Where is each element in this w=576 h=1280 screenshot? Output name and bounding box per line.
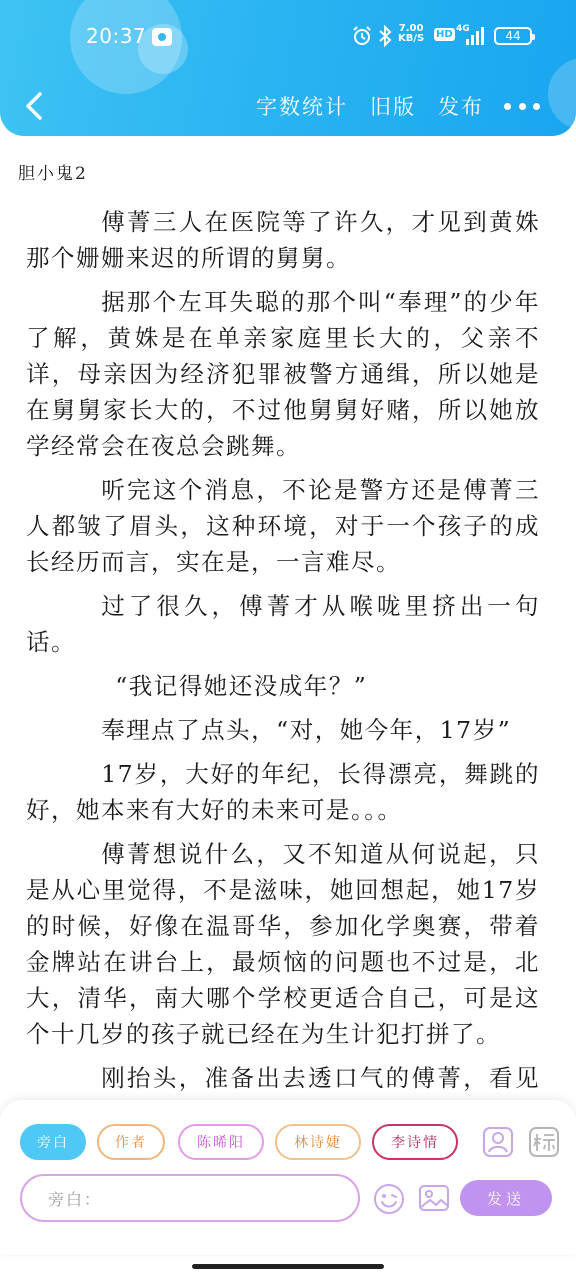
paragraph: 刚抬头，准备出去透口气的傅菁，看见 — [101, 1064, 540, 1092]
more-dot-icon — [504, 103, 511, 110]
battery-indicator: 44 — [494, 27, 532, 45]
paragraph: 过了很久，傅菁才从喉咙里挤出一句话。 — [26, 592, 540, 656]
role-chip-character[interactable]: 陈晞阳 — [178, 1124, 264, 1160]
paragraph: 傅菁想说什么，又不知道从何说起，只是从心里觉得，不是滋味，她回想起，她17岁的时候，好像在温哥华，参加化学奥赛，带着金牌站在讲台上，最烦恼的问题也不过是，北大，清华，南大哪个学校更适合自己，可是这个十几岁的孩子就已经在为生计犯打拼了。 — [26, 840, 540, 1048]
more-dot-icon — [519, 103, 526, 110]
hd-badge: HD — [436, 29, 453, 40]
role-chip-character[interactable]: 林诗婕 — [275, 1124, 361, 1160]
signal-icon — [460, 27, 488, 45]
header-actions — [256, 90, 484, 122]
paragraph: 傅菁三人在医院等了许久，才见到黄姝那个姗姗来迟的所谓的舅舅。 — [26, 208, 540, 272]
decor-bubble — [548, 58, 576, 130]
paragraph: 17岁，大好的年纪，长得漂亮，舞跳的好，她本来有大好的未来可是。。。 — [26, 760, 540, 824]
network-type: 4G — [456, 24, 470, 34]
network-speed — [398, 24, 424, 44]
contact-card-icon[interactable] — [482, 1126, 514, 1158]
paragraph: 据那个左耳失聪的那个叫“奉理”的少年了解，黄姝是在单亲家庭里长大的，父亲不详，母亲因为经济犯罪被警方通缉，所以她是在舅舅家长大的，不过他舅舅好赌，所以她放学经常会在夜总会跳舞。 — [26, 288, 540, 460]
back-button[interactable] — [20, 90, 50, 122]
paragraph: 听完这个消息，不论是警方还是傅菁三人都皱了眉头，这种环境，对于一个孩子的成长经历而言，实在是，一言难尽。 — [26, 476, 540, 576]
role-chip-character[interactable]: 李诗情 — [372, 1124, 458, 1160]
more-button[interactable] — [504, 100, 540, 112]
mark-icon[interactable] — [528, 1126, 560, 1158]
role-chip-narration[interactable]: 旁白 — [20, 1124, 86, 1160]
speed-value: 7.00 — [398, 23, 424, 34]
emoji-icon[interactable] — [372, 1182, 406, 1216]
old-version-link[interactable]: 旧版 — [370, 95, 416, 119]
status-time: 20:37 — [86, 24, 147, 48]
bluetooth-icon — [378, 25, 392, 47]
publish-link[interactable]: 发布 — [438, 95, 484, 119]
word-count-link[interactable]: 字数统计 — [256, 95, 348, 119]
speed-unit: KB/S — [398, 33, 425, 44]
composer-panel — [0, 1100, 576, 1254]
message-input[interactable]: 旁白： — [20, 1174, 360, 1222]
article-body — [26, 204, 540, 1140]
image-icon[interactable] — [418, 1182, 450, 1214]
screen-record-icon — [152, 28, 172, 46]
send-button[interactable]: 发送 — [460, 1180, 552, 1216]
home-gesture-bar[interactable] — [192, 1264, 384, 1269]
paragraph: 奉理点了点头，“对，她今年，17岁” — [101, 716, 512, 744]
paragraph: “我记得她还没成年？” — [115, 672, 368, 700]
top-app-bar — [0, 0, 576, 136]
author-name: 胆小鬼2 — [18, 164, 88, 184]
more-dot-icon — [533, 103, 540, 110]
role-chip-author[interactable]: 作者 — [97, 1124, 165, 1160]
status-indicators — [352, 24, 542, 50]
alarm-icon — [352, 26, 372, 46]
